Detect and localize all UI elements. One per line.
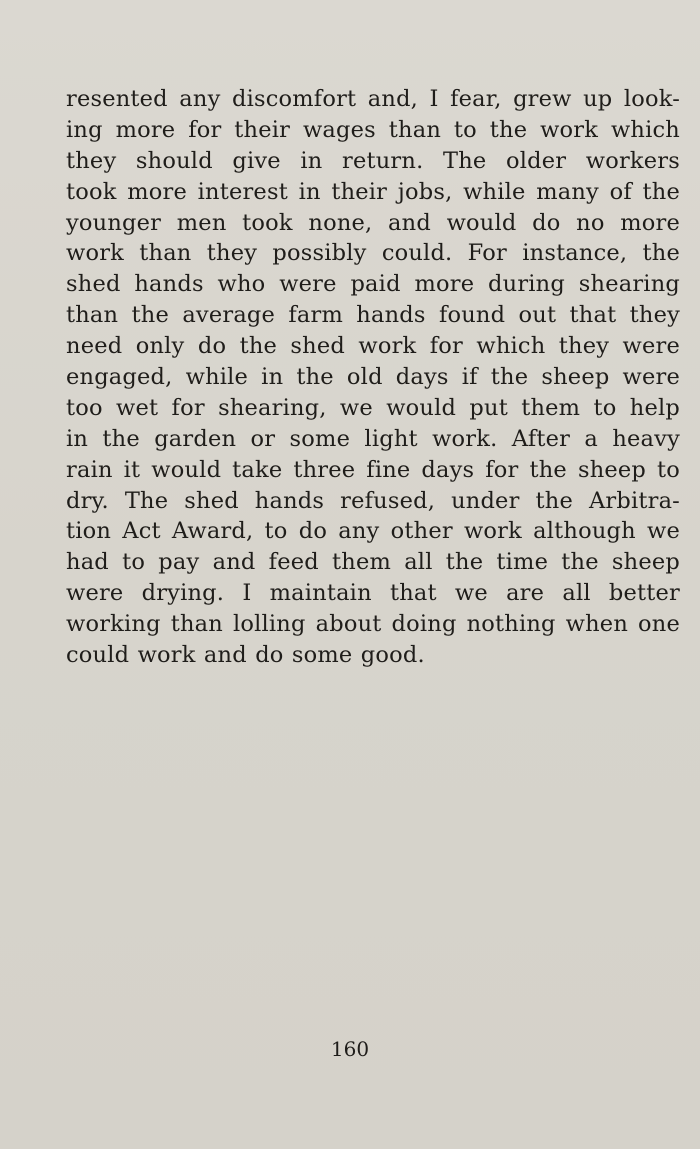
text-line: younger men took none, and would do no more (66, 209, 680, 236)
text-line: shed hands who were paid more during shearing (66, 271, 680, 298)
text-line: had to pay and feed them all the time the sheep (66, 549, 680, 576)
text-line: they should give in return. The older workers (66, 147, 680, 174)
page-number: 160 (330, 1037, 370, 1061)
text-line: tion Act Award, to do any other work although we (66, 518, 680, 545)
body-text (66, 84, 680, 671)
text-line: too wet for shearing, we would put them to help (66, 394, 680, 421)
text-line: working than lolling about doing nothing when one (66, 611, 680, 638)
text-line: engaged, while in the old days if the sheep were (66, 364, 680, 391)
text-line: work than they possibly could. For instance, the (66, 240, 680, 267)
text-line: rain it would take three fine days for the sheep to (66, 456, 680, 483)
text-line: resented any discomfort and, I fear, grew up look- (66, 86, 680, 112)
text-line: ing more for their wages than to the work which (66, 116, 680, 143)
text-line: were drying. I maintain that we are all better (66, 580, 680, 607)
text-line: need only do the shed work for which they were (66, 333, 680, 360)
text-line: than the average farm hands found out that they (66, 302, 680, 329)
text-line: in the garden or some light work. After a heavy (66, 425, 680, 452)
text-line: dry. The shed hands refused, under the Arbitra- (66, 487, 680, 514)
text-line: could work and do some good. (66, 642, 425, 669)
text-line: took more interest in their jobs, while many of the (66, 178, 680, 205)
